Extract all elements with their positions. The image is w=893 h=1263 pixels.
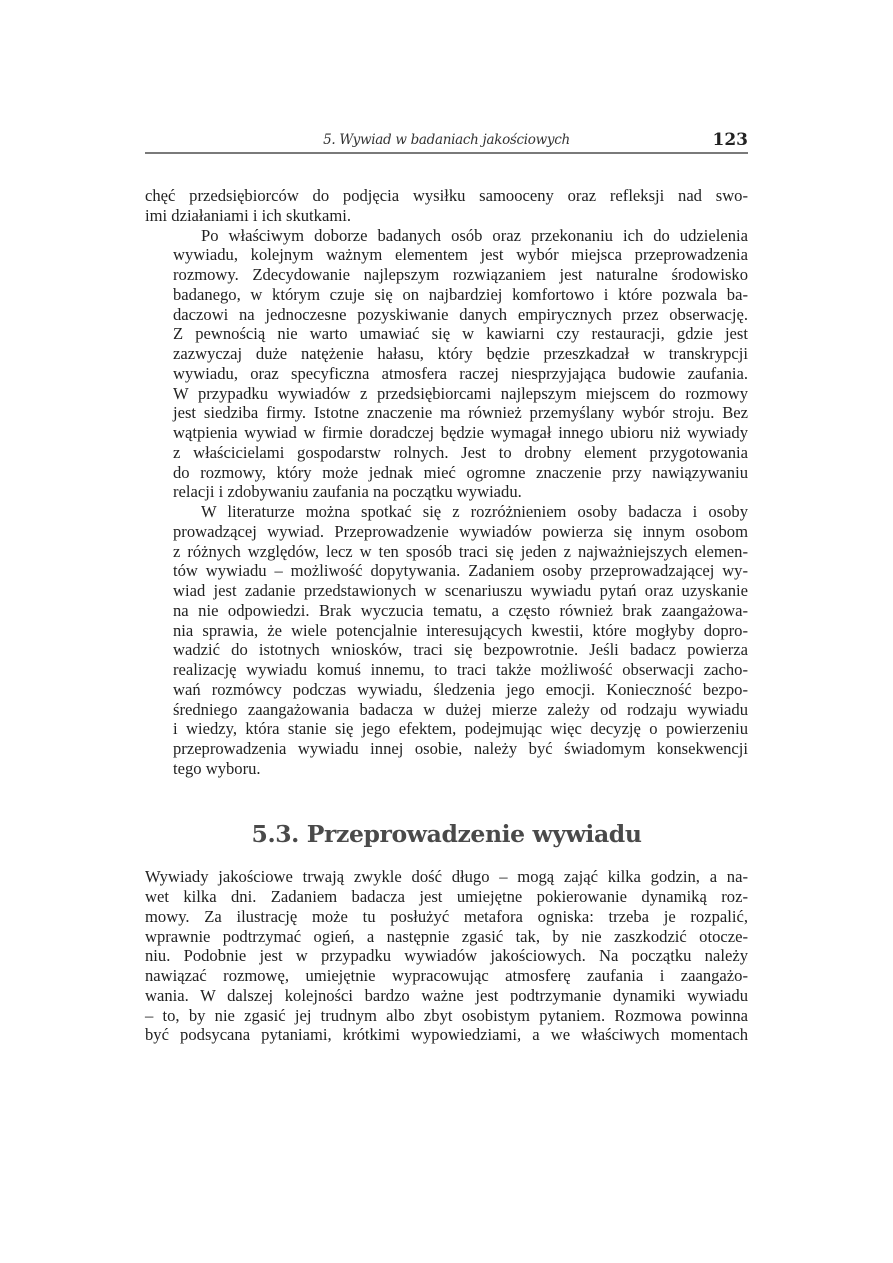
text-line: niu. Podobnie jest w przypadku wywiadów jakościowych. Na początku należy — [145, 946, 748, 966]
page-number: 123 — [712, 130, 748, 150]
text-line: średniego zaangażowania badacza w dużej mierze zależy od rodzaju wywiadu — [173, 699, 748, 719]
text-line: przeprowadzenia wywiadu innej osobie, należy być świadomym konsekwencji — [173, 739, 748, 758]
text-line: daczowi na jednoczesne pozyskiwanie danych empirycznych przez obserwację. — [173, 304, 748, 324]
text-line: wet kilka dni. Zadaniem badacza jest umiejętne pokierowanie dynamiką roz- — [145, 887, 748, 906]
paragraph — [145, 226, 748, 503]
text-line: być podsycana pytaniami, krótkimi wypowiedziami, a we właściwych momentach — [145, 1025, 748, 1045]
text-line: do rozmowy, który może jednak mieć ogromne znaczenie przy nawiązywaniu — [173, 462, 748, 482]
text-line: tów wywiadu – możliwość dopytywania. Zadaniem osoby przeprowadzającej wy- — [173, 561, 748, 581]
text-line: mowy. Za ilustrację może tu posłużyć metafora ogniska: trzeba je rozpalić, — [145, 906, 748, 926]
text-line: zazwyczaj duże natężenie hałasu, który będzie przeszkadzał w transkrypcji — [173, 344, 748, 363]
text-line: Po właściwym doborze badanych osób oraz przekonaniu ich do udzielenia — [201, 225, 748, 245]
text-line: tego wyboru. — [173, 758, 261, 778]
text-line: wątpienia wywiad w firmie doradczej będzie wymagał innego ubioru niż wywiady — [173, 423, 748, 442]
text-line: jest siedziba firmy. Istotne znaczenie ma również przemyślany wybór stroju. Bez — [173, 403, 748, 423]
text-line: prowadzącej wywiad. Przeprowadzenie wywiadów powierza się innym osobom — [173, 521, 748, 541]
text-line: nia sprawia, że wiele potencjalnie interesujących kwestii, które mogłyby dopro- — [173, 620, 748, 640]
text-line: W literaturze można spotkać się z rozróżnieniem osoby badacza i osoby — [201, 502, 748, 521]
section-heading: 5.3. Przeprowadzenie wywiadu — [251, 819, 642, 848]
text-line: wań rozmówcy podczas wywiadu, śledzenia jego emocji. Konieczność bezpo- — [173, 679, 748, 699]
text-line: wywiadu, kolejnym ważnym elementem jest wybór miejsca przeprowadzenia — [173, 245, 748, 265]
text-line: rozmowy. Zdecydowanie najlepszym rozwiązaniem jest naturalne środowisko — [173, 265, 748, 284]
text-line: wadzić do istotnych wniosków, traci się bezpowrotnie. Jeśli badacz powierza — [173, 640, 748, 660]
text-line: imi działaniami i ich skutkami. — [145, 205, 351, 225]
section-2-paragraphs — [145, 867, 748, 1045]
text-line: z różnych względów, lecz w ten sposób traci się jeden z najważniejszych elemen- — [173, 541, 748, 561]
paragraph — [145, 502, 748, 779]
text-line: z właścicielami gospodarstw rolnych. Jest to drobny element przygotowania — [173, 442, 748, 462]
running-title: 5. Wywiad w badaniach jakościowych — [323, 132, 570, 148]
text-line: realizację wywiadu komuś innemu, to traci także możliwość obserwacji zacho- — [173, 660, 748, 679]
book-page — [145, 130, 748, 1045]
text-line: wprawnie podtrzymać ogień, a następnie zgasić tak, by nie zaszkodzić otocze- — [145, 926, 748, 946]
text-line: wania. W dalszej kolejności bardzo ważne jest podtrzymanie dynamiki wywiadu — [145, 985, 748, 1005]
section-1-paragraphs — [145, 186, 748, 779]
text-line: chęć przedsiębiorców do podjęcia wysiłku samooceny oraz refleksji nad swo- — [145, 186, 748, 205]
text-line: badanego, w którym czuje się on najbardziej komfortowo i które pozwala ba- — [173, 284, 748, 304]
section-body-text — [145, 186, 748, 1045]
text-line: i wiedzy, która stanie się jego efektem, podejmując więc decyzję o powierzeniu — [173, 719, 748, 739]
text-line: – to, by nie zgasić jej trudnym albo zbyt osobistym pytaniem. Rozmowa powinna — [145, 1005, 748, 1025]
text-line: W przypadku wywiadów z przedsiębiorcami najlepszym miejscem do rozmowy — [173, 383, 748, 403]
text-line: nawiązać rozmowę, umiejętnie wypracowując atmosferę zaufania i zaangażo- — [145, 966, 748, 985]
text-line: na nie odpowiedzi. Brak wyczucia tematu, a często również brak zaangażowa- — [173, 600, 748, 620]
text-line: wywiadu, oraz specyficzna atmosfera raczej niesprzyjająca budowie zaufania. — [173, 363, 748, 383]
paragraph — [145, 186, 748, 226]
text-line: wiad jest zadanie przedstawionych w scenariuszu wywiadu pytań oraz uzyskanie — [173, 581, 748, 600]
text-line: Wywiady jakościowe trwają zwykle dość długo – mogą zająć kilka godzin, a na- — [145, 867, 748, 887]
text-line: Z pewnością nie warto umawiać się w kawiarni czy restauracji, gdzie jest — [173, 324, 748, 344]
text-line: relacji i zdobywaniu zaufania na początku wywiadu. — [173, 482, 522, 502]
running-header — [145, 130, 748, 154]
paragraph — [145, 867, 748, 1045]
